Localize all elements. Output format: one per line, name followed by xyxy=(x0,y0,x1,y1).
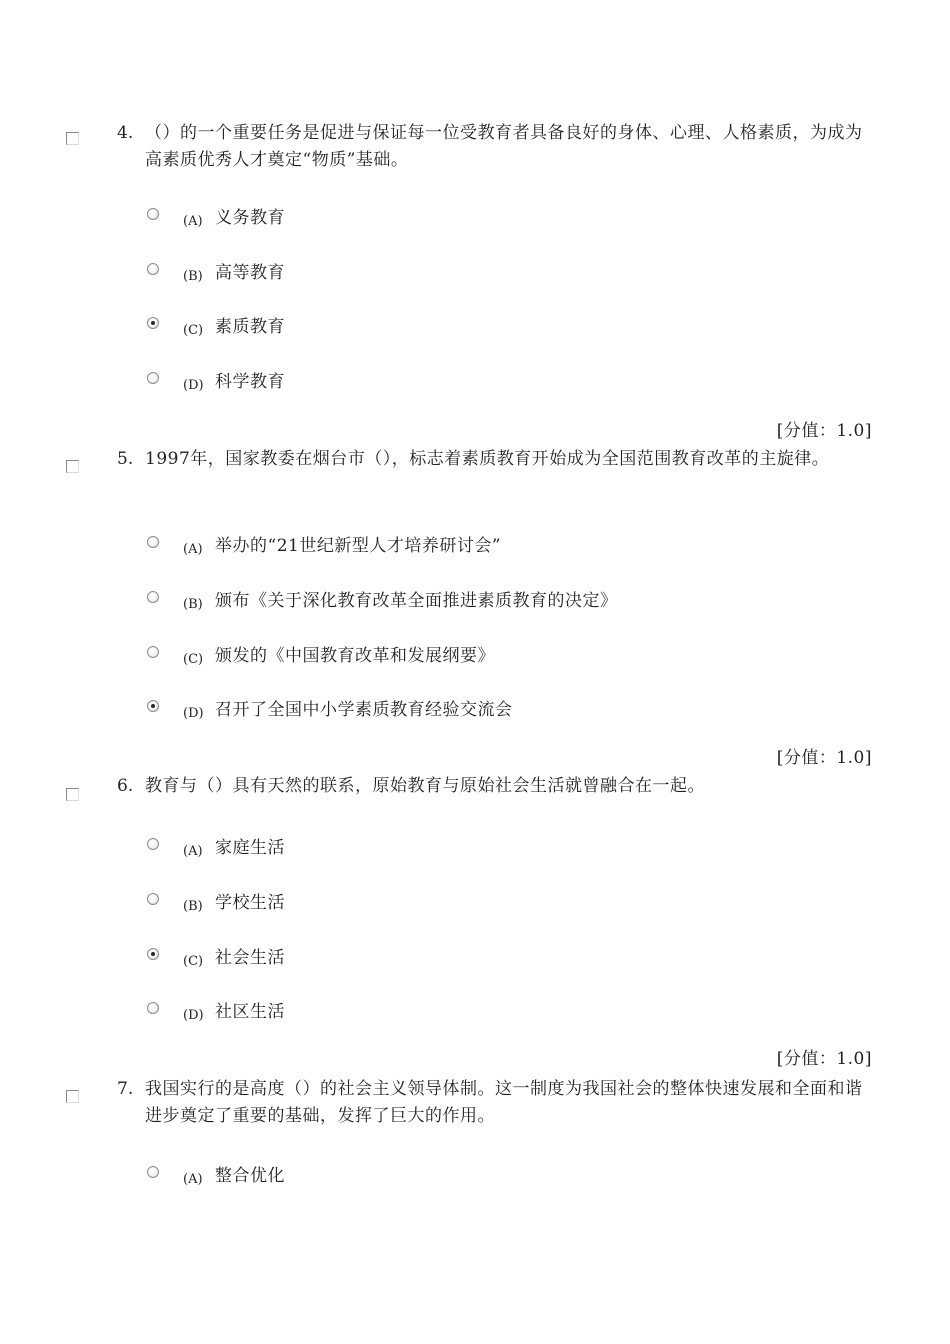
option-text: 学校生活 xyxy=(215,893,285,913)
option-text: 整合优化 xyxy=(215,1166,285,1186)
radio-button-selected[interactable] xyxy=(147,948,159,960)
option-text: 颁发的《中国教育改革和发展纲要》 xyxy=(215,646,495,666)
option-letter: (C) xyxy=(183,323,204,338)
question-number: 5. xyxy=(117,449,134,469)
option-text: 家庭生活 xyxy=(215,838,285,858)
option-letter: (D) xyxy=(183,706,204,721)
option-letter: (B) xyxy=(183,899,203,914)
radio-selected-dot xyxy=(151,321,155,325)
question-text: 1997年，国家教委在烟台市（），标志着素质教育开始成为全国范围教育改革的主旋律。 xyxy=(145,449,830,469)
radio-selected-dot xyxy=(151,952,155,956)
question-mark-checkbox[interactable] xyxy=(66,460,79,473)
option-letter: (A) xyxy=(183,844,203,859)
radio-button-selected[interactable] xyxy=(147,700,159,712)
question-text: 教育与（）具有天然的联系，原始教育与原始社会生活就曾融合在一起。 xyxy=(145,776,705,796)
question-mark-checkbox[interactable] xyxy=(66,1090,79,1103)
score-label: [分值：1.0] xyxy=(776,1049,872,1069)
radio-button[interactable] xyxy=(147,591,159,603)
option-text: 素质教育 xyxy=(215,317,285,337)
option-text: 社会生活 xyxy=(215,948,285,968)
option-text: 召开了全国中小学素质教育经验交流会 xyxy=(215,700,513,720)
radio-button[interactable] xyxy=(147,893,159,905)
option-letter: (A) xyxy=(183,542,203,557)
option-letter: (B) xyxy=(183,597,203,612)
score-label: [分值：1.0] xyxy=(776,421,872,441)
question-number: 7. xyxy=(117,1079,134,1099)
question-number: 4. xyxy=(117,123,134,143)
option-text: 颁布《关于深化教育改革全面推进素质教育的决定》 xyxy=(215,591,618,611)
radio-button[interactable] xyxy=(147,208,159,220)
radio-button[interactable] xyxy=(147,1002,159,1014)
option-letter: (A) xyxy=(183,1172,203,1187)
radio-button[interactable] xyxy=(147,536,159,548)
radio-button[interactable] xyxy=(147,1166,159,1178)
option-text: 义务教育 xyxy=(215,208,285,228)
option-letter: (D) xyxy=(183,378,204,393)
radio-button[interactable] xyxy=(147,372,159,384)
option-text: 举办的“21世纪新型人才培养研讨会” xyxy=(215,536,502,556)
option-letter: (B) xyxy=(183,269,203,284)
option-text: 科学教育 xyxy=(215,372,285,392)
radio-button[interactable] xyxy=(147,838,159,850)
option-letter: (C) xyxy=(183,652,204,667)
question-number: 6. xyxy=(117,776,134,796)
question-mark-checkbox[interactable] xyxy=(66,132,79,145)
score-label: [分值：1.0] xyxy=(776,748,872,768)
option-text: 高等教育 xyxy=(215,263,285,283)
option-letter: (A) xyxy=(183,214,203,229)
radio-button[interactable] xyxy=(147,263,159,275)
radio-button[interactable] xyxy=(147,646,159,658)
question-mark-checkbox[interactable] xyxy=(66,788,79,801)
radio-button-selected[interactable] xyxy=(147,317,159,329)
question-text: 我国实行的是高度（）的社会主义领导体制。这一制度为我国社会的整体快速发展和全面和谐进步奠定了重要的基础，发挥了巨大的作用。 xyxy=(145,1079,863,1126)
option-text: 社区生活 xyxy=(215,1002,285,1022)
question-text: （）的一个重要任务是促进与保证每一位受教育者具备良好的身体、心理、人格素质，为成为高素质优秀人才奠定“物质”基础。 xyxy=(145,123,863,170)
option-letter: (D) xyxy=(183,1008,204,1023)
option-letter: (C) xyxy=(183,954,204,969)
radio-selected-dot xyxy=(151,704,155,708)
